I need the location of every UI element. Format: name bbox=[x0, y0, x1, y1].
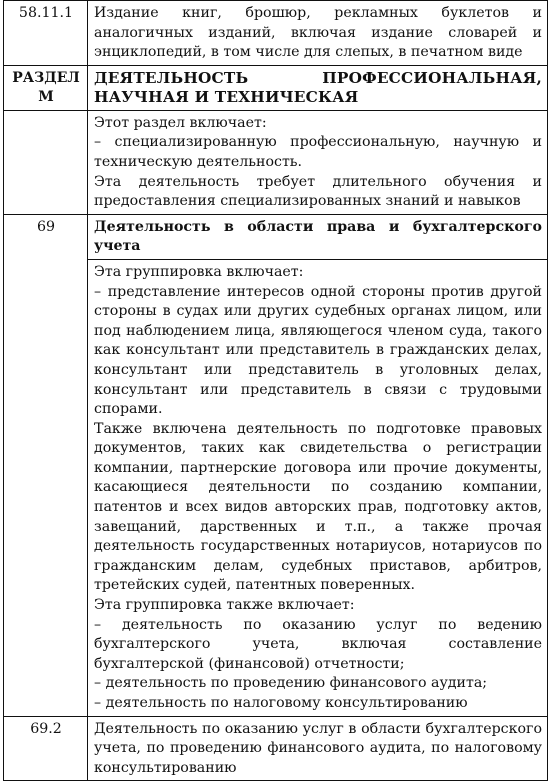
description-text: – деятельность по проведению финансового аудита; bbox=[94, 675, 488, 692]
code-cell: 58.11.1 bbox=[4, 1, 88, 66]
description-text: Этот раздел включает: bbox=[94, 114, 267, 131]
group-title-cell bbox=[88, 214, 548, 259]
section-title: ДЕЯТЕЛЬНОСТЬ ПРОФЕССИОНАЛЬНАЯ, НАУЧНАЯ И ТЕХНИЧЕСКАЯ bbox=[94, 68, 542, 107]
table-row bbox=[4, 110, 548, 214]
description-text: – представление интересов одной стороны против другой стороны в судах или других судебных органах лицом, или под наблюдением лица, являющегося членом суда, такого как консультант или представитель в гражданских делах, консультант или представитель в уголовных делах, консультант или представитель в связи с трудовыми спорами. bbox=[94, 283, 542, 418]
description-cell bbox=[88, 110, 548, 214]
description-text: Издание книг, брошюр, рекламных буклетов и аналогичных изданий, включая издание словарей и энциклопедий, в том числе для слепых, в печатном виде bbox=[94, 5, 542, 61]
section-title-cell bbox=[88, 65, 548, 110]
description-cell bbox=[88, 1, 548, 66]
section-code-cell bbox=[4, 65, 88, 110]
section-code-line-2: М bbox=[38, 88, 54, 105]
code-cell: 69 bbox=[4, 214, 88, 716]
description-text: Деятельность по оказанию услуг в области бухгалтерского учета, по проведению финансового аудита, по налоговому консультированию bbox=[94, 720, 542, 776]
table-row bbox=[4, 1, 548, 66]
description-text: – деятельность по налоговому консультированию bbox=[94, 695, 468, 711]
description-text: – специализированную профессиональную, научную и техническую деятельность. bbox=[94, 134, 542, 170]
section-row bbox=[4, 65, 548, 110]
section-code-line-1: РАЗДЕЛ bbox=[12, 69, 80, 86]
description-text: Эта группировка также включает: bbox=[94, 597, 355, 614]
description-text: Также включена деятельность по подготовке правовых документов, таких как свидетельства о регистрации компании, партнерские договора или прочие документы, касающиеся деятельности по созданию компании, патентов и всех видов авторских прав, подготовку актов, завещаний, дарственных и т.п., а также прочая деятельность государственных нотариусов, нотариусов по гражданским делам, судебных приставов, арбитров, третейских судей, патентных поверенных. bbox=[94, 420, 542, 594]
description-text: Эта группировка включает: bbox=[94, 263, 304, 280]
description-text: – деятельность по оказанию услуг по ведению бухгалтерского учета, включая составление бухгалтерской (финансовой) отчетности; bbox=[94, 616, 542, 672]
table-row bbox=[4, 214, 548, 259]
table-row bbox=[4, 716, 548, 781]
description-text: Эта деятельность требует длительного обучения и предоставления специализированных знаний и навыков bbox=[94, 173, 542, 210]
description-cell bbox=[88, 716, 548, 781]
group-title: Деятельность в области права и бухгалтерского учета bbox=[94, 218, 542, 255]
okved-classification-table bbox=[3, 0, 548, 781]
code-cell: 69.2 bbox=[4, 716, 88, 781]
description-cell bbox=[88, 259, 548, 716]
empty-code-cell bbox=[4, 110, 88, 214]
